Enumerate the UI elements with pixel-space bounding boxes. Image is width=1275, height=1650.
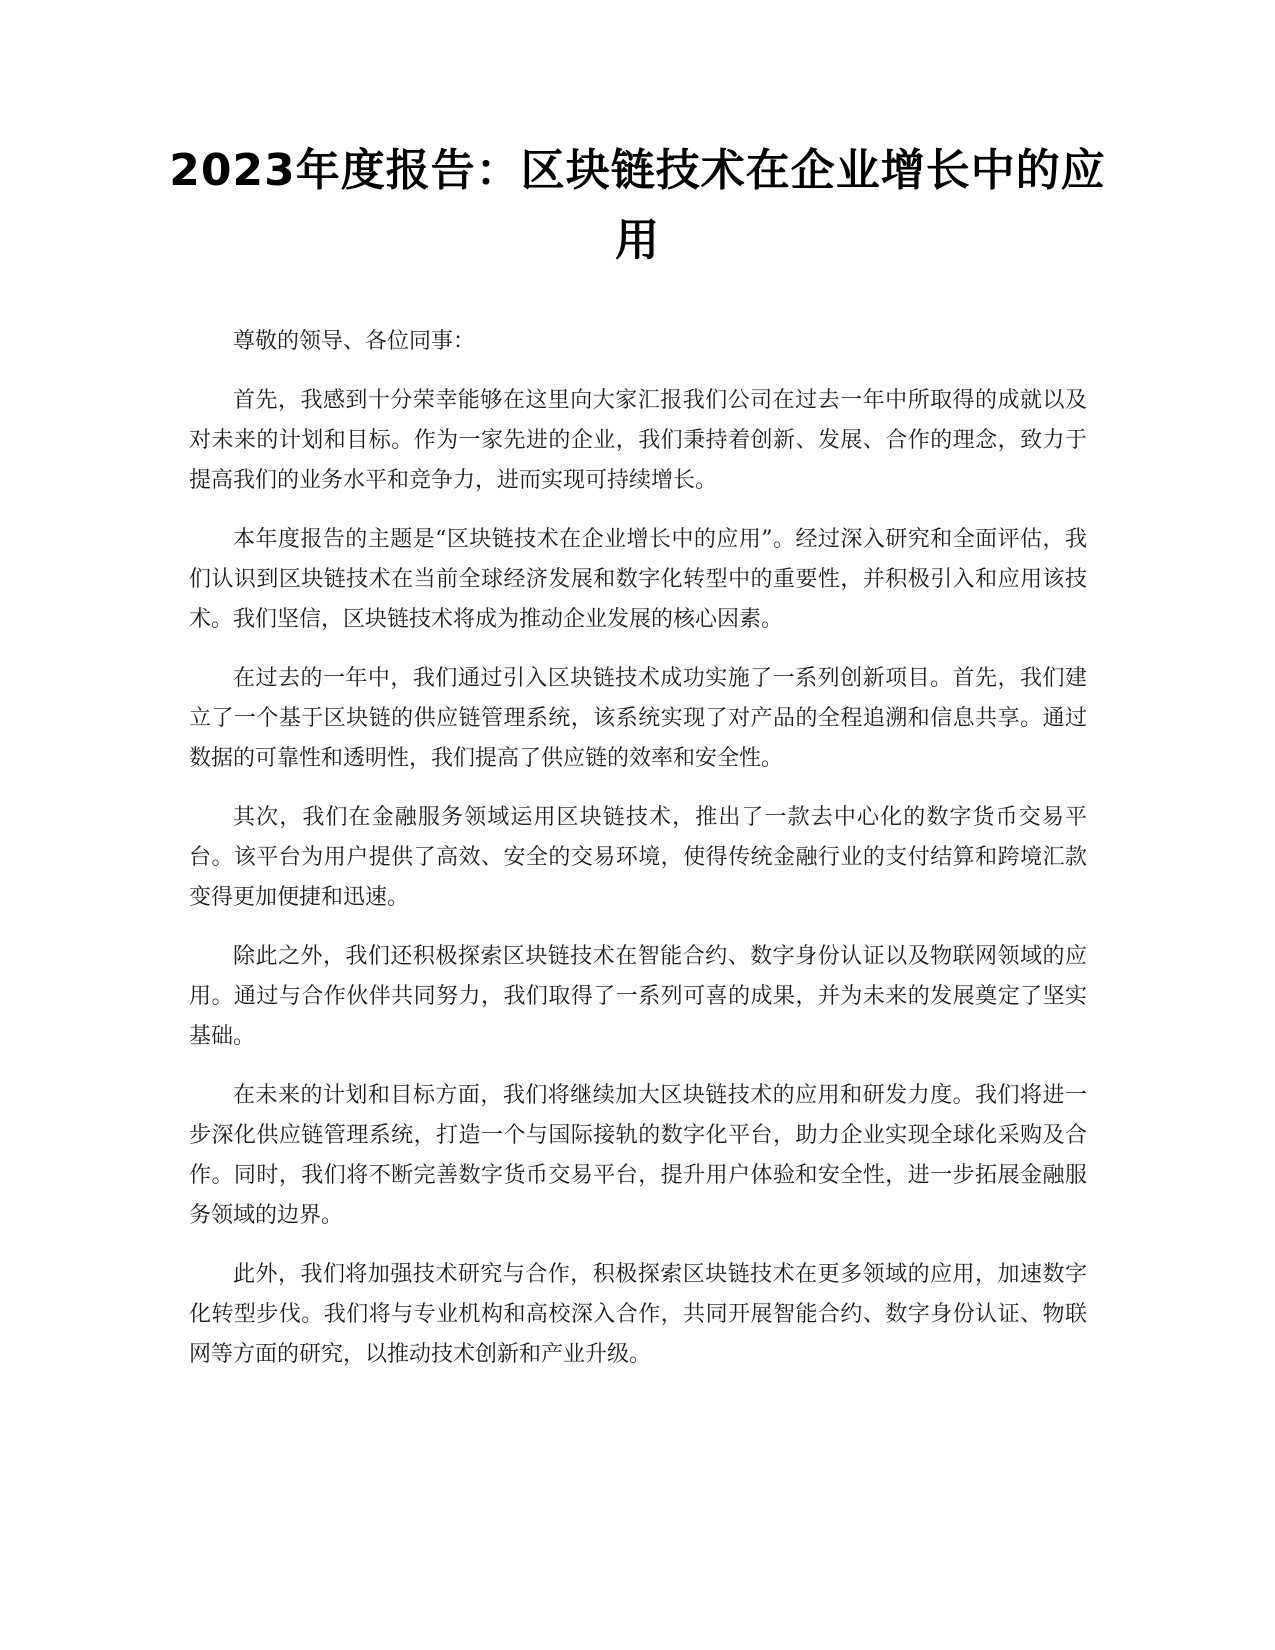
document-title: 2023年度报告：区块链技术在企业增长中的应用 (169, 145, 1106, 266)
body-paragraph: 在未来的计划和目标方面，我们将继续加大区块链技术的应用和研发力度。我们将进一步深化供应链管理系统，打造一个与国际接轨的数字化平台，助力企业实现全球化采购及合作。同时，我们将不断完善数字货币交易平台，提升用户体验和安全性，进一步拓展金融服务领域的边界。 (189, 1083, 1087, 1228)
body-paragraph: 其次，我们在金融服务领域运用区块链技术，推出了一款去中心化的数字货币交易平台。该平台为用户提供了高效、安全的交易环境，使得传统金融行业的支付结算和跨境汇款变得更加便捷和迅速。 (189, 805, 1087, 910)
body-paragraph: 本年度报告的主题是“区块链技术在企业增长中的应用”。经过深入研究和全面评估，我们认识到区块链技术在当前全球经济发展和数字化转型中的重要性，并积极引入和应用该技术。我们坚信，区块链技术将成为推动企业发展的核心因素。 (189, 527, 1087, 632)
body-paragraph: 在过去的一年中，我们通过引入区块链技术成功实施了一系列创新项目。首先，我们建立了一个基于区块链的供应链管理系统，该系统实现了对产品的全程追溯和信息共享。通过数据的可靠性和透明性，我们提高了供应链的效率和安全性。 (189, 666, 1087, 771)
body-paragraph: 此外，我们将加强技术研究与合作，积极探索区块链技术在更多领域的应用，加速数字化转型步伐。我们将与专业机构和高校深入合作，共同开展智能合约、数字身份认证、物联网等方面的研究，以推动技术创新和产业升级。 (189, 1262, 1087, 1367)
body-paragraph: 首先，我感到十分荣幸能够在这里向大家汇报我们公司在过去一年中所取得的成就以及对未来的计划和目标。作为一家先进的企业，我们秉持着创新、发展、合作的理念，致力于提高我们的业务水平和竞争力，进而实现可持续增长。 (189, 388, 1087, 493)
body-paragraph: 除此之外，我们还积极探索区块链技术在智能合约、数字身份认证以及物联网领域的应用。通过与合作伙伴共同努力，我们取得了一系列可喜的成果，并为未来的发展奠定了坚实基础。 (189, 944, 1087, 1049)
document-body (189, 322, 1087, 1394)
salutation-paragraph: 尊敬的领导、各位同事： (233, 329, 476, 354)
